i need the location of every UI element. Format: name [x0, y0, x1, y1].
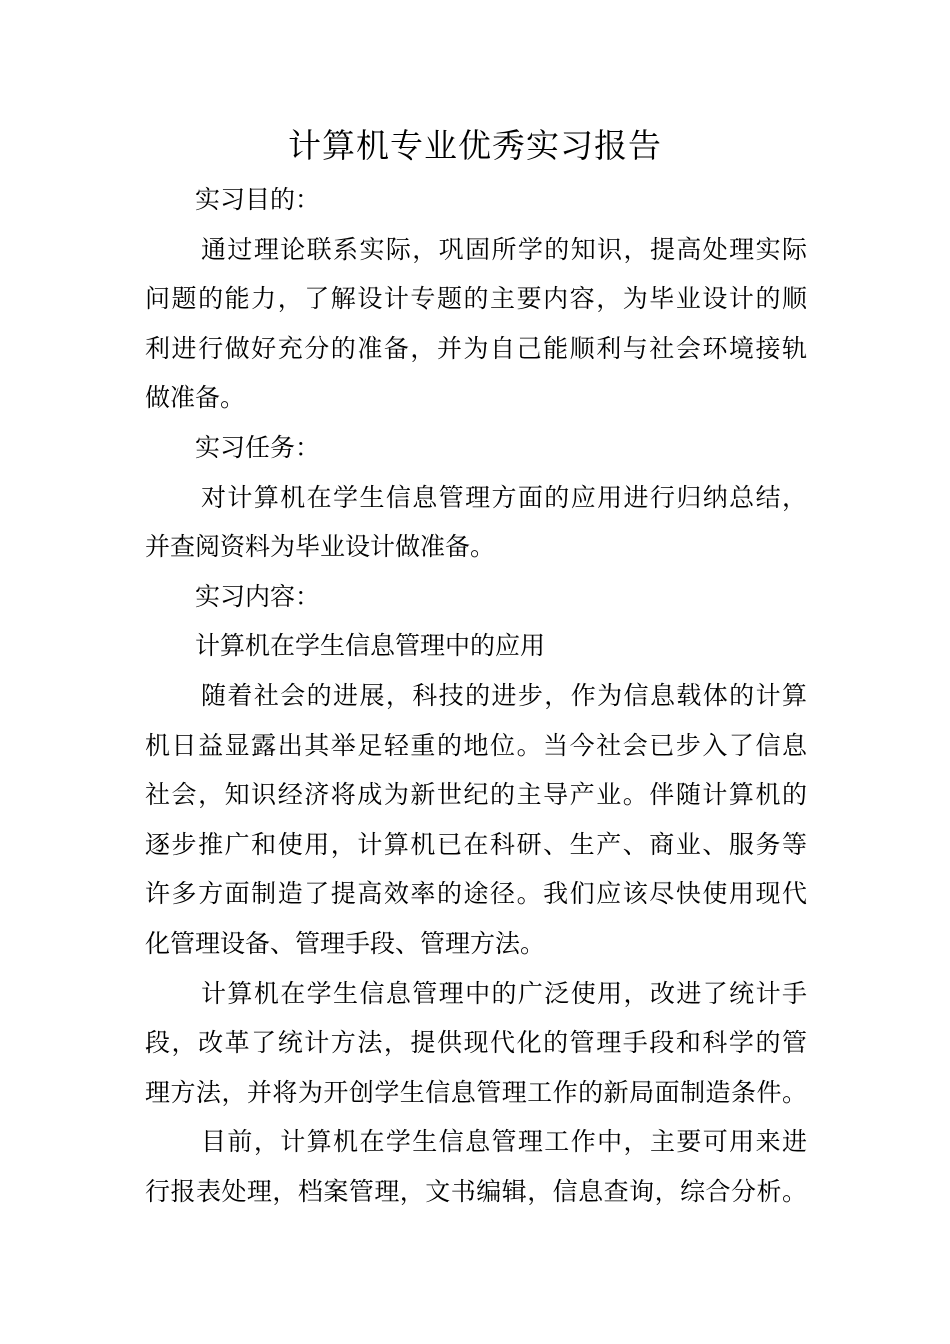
text-line: 行报表处理，档案管理，文书编辑，信息查询，综合分析。 — [145, 1176, 807, 1206]
section-heading-task: 实习任务： — [195, 432, 321, 462]
section-heading-content: 实习内容： — [195, 581, 321, 611]
paragraph-3 — [145, 1117, 807, 1216]
text-line: 目前，计算机在学生信息管理工作中，主要可用来进 — [201, 1127, 807, 1157]
text-line: 做准备。 — [145, 383, 246, 413]
document-body — [145, 175, 807, 1216]
text-line: 理方法，并将为开创学生信息管理工作的新局面制造条件。 — [145, 1077, 807, 1107]
paragraph-1 — [145, 671, 807, 969]
text-line: 机日益显露出其举足轻重的地位。当今社会已步入了信息 — [145, 730, 807, 760]
text-line: 对计算机在学生信息管理方面的应用进行归纳总结， — [201, 482, 807, 512]
text-line: 段，改革了统计方法，提供现代化的管理手段和科学的管 — [145, 1028, 807, 1058]
section-heading-purpose: 实习目的： — [195, 185, 321, 214]
text-line: 并查阅资料为毕业设计做准备。 — [145, 532, 496, 562]
text-line: 社会，知识经济将成为新世纪的主导产业。伴随计算机的 — [145, 780, 807, 810]
content-subheading: 计算机在学生信息管理中的应用 — [195, 631, 546, 661]
text-line: 计算机在学生信息管理中的广泛使用，改进了统计手 — [201, 978, 807, 1008]
text-line: 化管理设备、管理手段、管理方法。 — [145, 928, 546, 958]
text-line: 随着社会的进展，科技的进步，作为信息载体的计算 — [201, 680, 807, 710]
text-line: 通过理论联系实际，巩固所学的知识，提高处理实际 — [201, 234, 807, 264]
text-line: 逐步推广和使用，计算机已在科研、生产、商业、服务等 — [145, 829, 807, 859]
text-line: 利进行做好充分的准备，并为自己能顺利与社会环境接轨 — [145, 333, 807, 363]
paragraph-task — [145, 473, 807, 572]
text-line: 许多方面制造了提高效率的途径。我们应该尽快使用现代 — [145, 879, 807, 909]
paragraph-2 — [145, 969, 807, 1118]
paragraph-purpose — [145, 225, 807, 423]
text-line: 问题的能力，了解设计专题的主要内容，为毕业设计的顺 — [145, 284, 807, 314]
document-title: 计算机专业优秀实习报告 — [288, 126, 662, 165]
